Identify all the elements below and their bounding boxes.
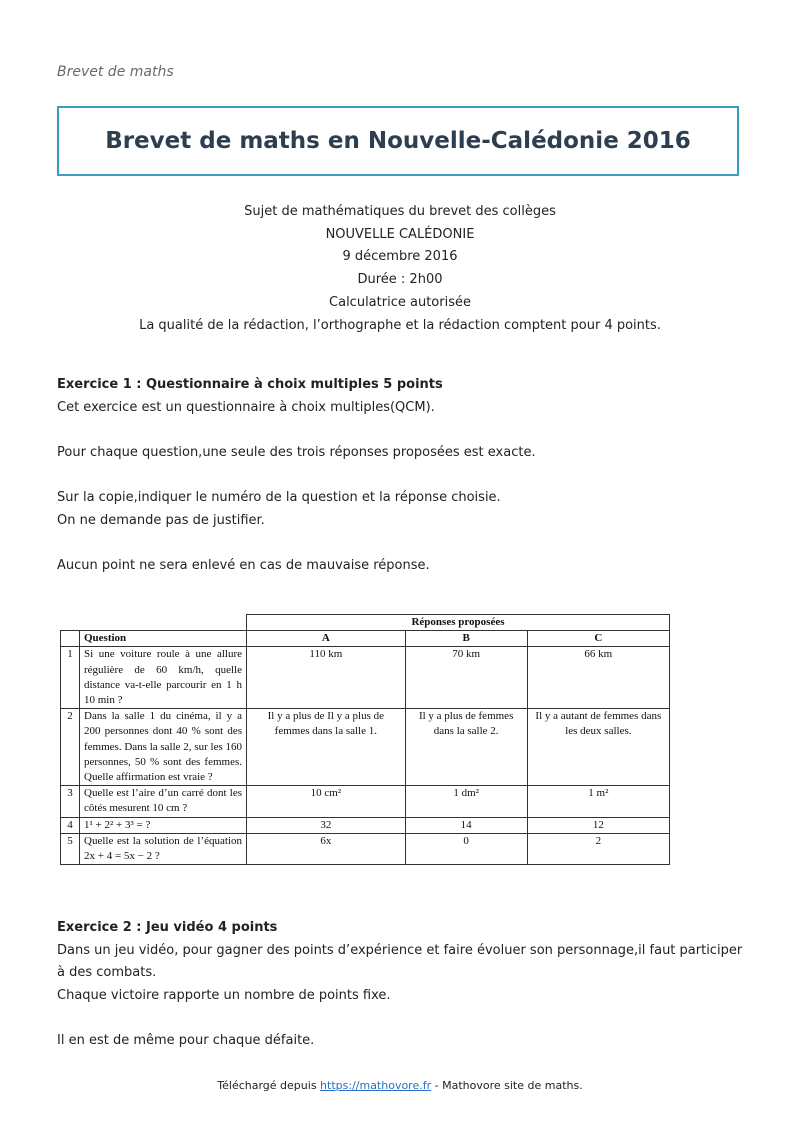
footer: [0, 1079, 800, 1092]
meta-subject: Sujet de mathématiques du brevet des collèges: [244, 204, 556, 219]
qcm-row-answer-a: Il y a plus de Il y a plus de femmes dans la salle 1.: [247, 709, 406, 786]
qcm-row-answer-b: 0: [405, 833, 527, 864]
qcm-row-question: Dans la salle 1 du cinéma, il y a 200 personnes dont 40 % sont des femmes. Dans la salle 2, sur les 160 personnes, 50 % sont des femmes. Quelle affirmation est vraie ?: [80, 709, 247, 786]
qcm-row-answer-c: 2: [527, 833, 669, 864]
title-box: [57, 106, 739, 176]
qcm-row-answer-c: 1 m²: [527, 786, 669, 817]
qcm-num-header: [61, 631, 80, 647]
qcm-row-answer-b: 70 km: [405, 647, 527, 709]
exercise-2-title: Exercice 2 : Jeu vidéo 4 points: [57, 920, 278, 935]
meta-duration: Durée : 2h00: [357, 272, 443, 288]
footer-prefix: Téléchargé depuis: [217, 1079, 321, 1092]
qcm-col-b-header: B: [405, 631, 527, 647]
exercise-1-line: On ne demande pas de justifier.: [57, 512, 265, 528]
qcm-row-num: 5: [61, 833, 80, 864]
exercise-2-line: Chaque victoire rapporte un nombre de points fixe.: [57, 987, 391, 1003]
qcm-table: [60, 614, 670, 865]
qcm-row-answer-a: 6x: [247, 833, 406, 864]
qcm-question-header: Question: [80, 631, 247, 647]
meta-date: 9 décembre 2016: [342, 249, 458, 265]
qcm-row-answer-a: 32: [247, 817, 406, 833]
exercise-2-line: Il en est de même pour chaque défaite.: [57, 1032, 315, 1048]
qcm-row-answer-a: 10 cm²: [247, 786, 406, 817]
exam-meta: [0, 201, 800, 337]
qcm-row-answer-c: 66 km: [527, 647, 669, 709]
qcm-row-num: 4: [61, 817, 80, 833]
qcm-row-question: 1¹ + 2² + 3³ = ?: [80, 817, 247, 833]
meta-calculator: Calculatrice autorisée: [329, 294, 471, 310]
meta-grading-note: La qualité de la rédaction, l’orthographe et la rédaction comptent pour 4 points.: [139, 317, 661, 333]
qcm-row-question: Si une voiture roule à une allure régulière de 60 km/h, quelle distance va-t-elle parcourir en 1 h 10 min ?: [80, 647, 247, 709]
qcm-row-answer-b: Il y a plus de femmes dans la salle 2.: [405, 709, 527, 786]
qcm-row-num: 3: [61, 786, 80, 817]
table-row: [61, 647, 670, 709]
qcm-row-answer-c: 12: [527, 817, 669, 833]
qcm-row-num: 2: [61, 709, 80, 786]
table-row: [61, 817, 670, 833]
footer-suffix: - Mathovore site de maths.: [431, 1079, 583, 1092]
qcm-col-a-header: A: [247, 631, 406, 647]
qcm-row-answer-b: 14: [405, 817, 527, 833]
exercise-2-line: Dans un jeu vidéo, pour gagner des points d’expérience et faire évoluer son personnage,il faut participer à des combats.: [57, 942, 743, 981]
qcm-row-num: 1: [61, 647, 80, 709]
footer-link[interactable]: https://mathovore.fr: [320, 1079, 432, 1092]
exercise-1-title: Exercice 1 : Questionnaire à choix multiples 5 points: [57, 377, 443, 392]
exercise-1: [57, 374, 747, 577]
qcm-group-header: Réponses proposées: [247, 615, 670, 631]
qcm-row-answer-c: Il y a autant de femmes dans les deux salles.: [527, 709, 669, 786]
qcm-row-question: Quelle est l’aire d’un carré dont les côtés mesurent 10 cm ?: [80, 786, 247, 817]
exercise-2: [57, 917, 747, 1053]
qcm-row-question: Quelle est la solution de l’équation 2x + 4 = 5x − 2 ?: [80, 833, 247, 864]
meta-location: NOUVELLE CALÉDONIE: [325, 226, 475, 242]
exercise-1-line: Sur la copie,indiquer le numéro de la question et la réponse choisie.: [57, 489, 501, 505]
exercise-1-line: Cet exercice est un questionnaire à choix multiples(QCM).: [57, 399, 435, 415]
table-row: [61, 709, 670, 786]
exercise-1-line: Aucun point ne sera enlevé en cas de mauvaise réponse.: [57, 557, 430, 573]
table-row: [61, 786, 670, 817]
qcm-col-c-header: C: [527, 631, 669, 647]
page-title: Brevet de maths en Nouvelle-Calédonie 2016: [105, 128, 691, 154]
qcm-row-answer-b: 1 dm²: [405, 786, 527, 817]
exercise-1-line: Pour chaque question,une seule des trois réponses proposées est exacte.: [57, 444, 536, 460]
qcm-row-answer-a: 110 km: [247, 647, 406, 709]
header-note: Brevet de maths: [57, 64, 174, 80]
qcm-empty-corner: [61, 615, 247, 631]
table-row: [61, 833, 670, 864]
